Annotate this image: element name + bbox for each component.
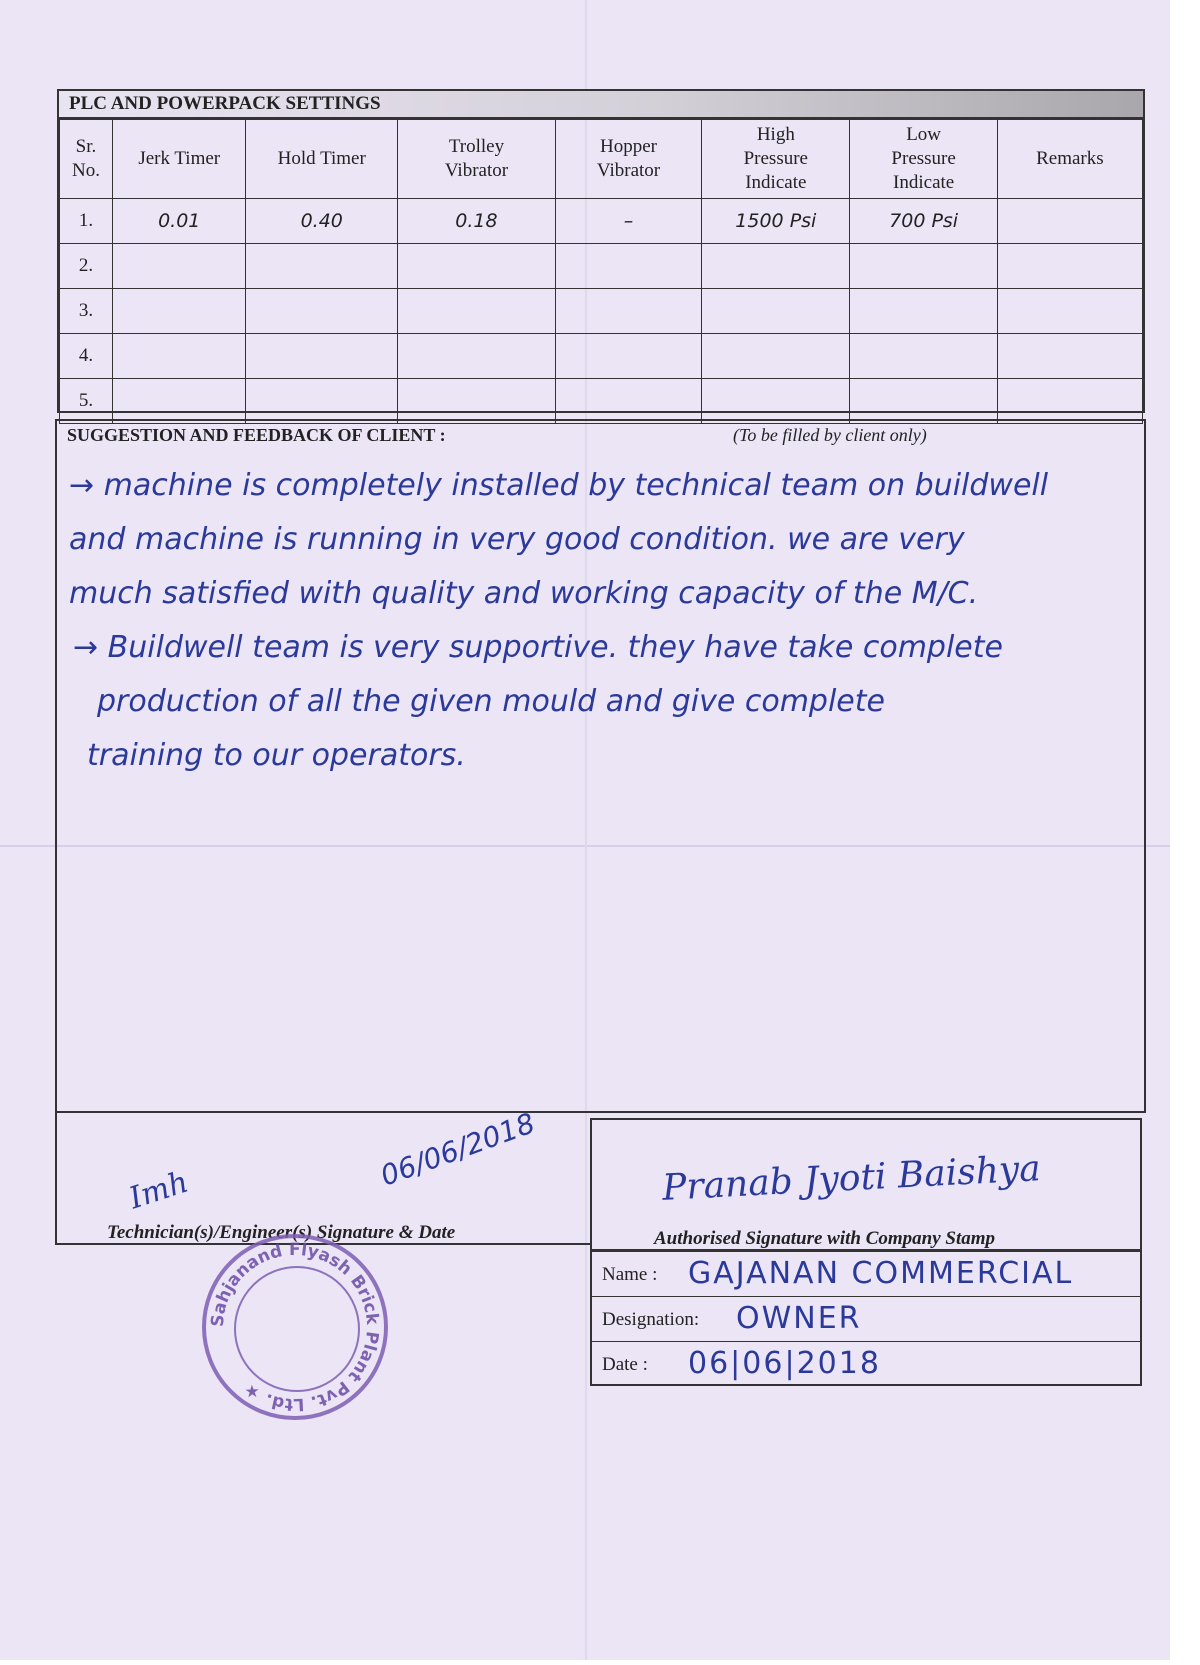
table-row [60, 379, 1143, 424]
cell-sr: 3. [60, 289, 113, 334]
authorised-signature-label: Authorised Signature with Company Stamp [654, 1228, 996, 1249]
cell-remarks [997, 334, 1142, 379]
stamp-text: Sahjanand Flyash Brick Plant Pvt. Ltd. ★ [207, 1239, 383, 1415]
feedback-line: much satisfied with quality and working capacity of the M/C. [69, 576, 979, 611]
cell-jerk-timer [112, 244, 246, 289]
cell-trolley-vibrator [398, 334, 556, 379]
cell-sr: 4. [60, 334, 113, 379]
cell-high-pressure: 1500 Psi [702, 199, 850, 244]
header-high-pressure: High Pressure Indicate [702, 120, 850, 199]
feedback-line: → Buildwell team is very supportive. they have take complete [73, 630, 1003, 665]
authorised-signature: Pranab Jyoti Baishya [661, 1148, 1042, 1209]
cell-hold-timer: 0.40 [246, 199, 398, 244]
technician-signature: Imh [125, 1164, 193, 1217]
date-row [592, 1341, 1140, 1386]
cell-low-pressure: 700 Psi [850, 199, 997, 244]
feedback-line: production of all the given mould and give complete [97, 684, 885, 719]
cell-remarks [997, 289, 1142, 334]
cell-low-pressure [850, 244, 997, 289]
cell-hopper-vibrator [555, 379, 701, 424]
header-sr-no: Sr. No. [60, 120, 113, 199]
cell-sr: 1. [60, 199, 113, 244]
feedback-section [55, 419, 1146, 1113]
table-row [60, 244, 1143, 289]
cell-low-pressure [850, 334, 997, 379]
name-value: GAJANAN COMMERCIAL [688, 1256, 1074, 1291]
header-remarks: Remarks [997, 120, 1142, 199]
table-header-row [60, 120, 1143, 199]
cell-trolley-vibrator: 0.18 [398, 199, 556, 244]
table-row [60, 334, 1143, 379]
header-low-pressure: Low Pressure Indicate [850, 120, 997, 199]
cell-hold-timer [246, 334, 398, 379]
cell-trolley-vibrator [398, 244, 556, 289]
plc-settings-title: PLC AND POWERPACK SETTINGS [59, 91, 1143, 119]
cell-high-pressure [702, 289, 850, 334]
date-label: Date : [602, 1354, 648, 1375]
company-stamp [202, 1234, 388, 1420]
table-row [60, 289, 1143, 334]
technician-date: 06/06/2018 [376, 1106, 540, 1193]
designation-value: OWNER [736, 1301, 862, 1336]
cell-trolley-vibrator [398, 289, 556, 334]
cell-hopper-vibrator [555, 334, 701, 379]
technician-signature-box [55, 1106, 591, 1245]
header-hold-timer: Hold Timer [246, 120, 398, 199]
cell-hold-timer [246, 244, 398, 289]
cell-jerk-timer [112, 289, 246, 334]
feedback-line: training to our operators. [87, 738, 466, 773]
stamp-seal-graphic [202, 1234, 388, 1420]
cell-high-pressure [702, 379, 850, 424]
plc-settings-section [57, 89, 1145, 413]
cell-remarks [997, 199, 1142, 244]
cell-trolley-vibrator [398, 379, 556, 424]
cell-low-pressure [850, 289, 997, 334]
date-value: 06|06|2018 [688, 1346, 881, 1381]
name-label: Name : [602, 1264, 658, 1285]
designation-row [592, 1296, 1140, 1341]
cell-jerk-timer: 0.01 [112, 199, 246, 244]
technician-signature-label: Technician(s)/Engineer(s) Signature & Date [107, 1222, 456, 1243]
cell-hopper-vibrator [555, 289, 701, 334]
cell-jerk-timer [112, 379, 246, 424]
cell-sr: 5. [60, 379, 113, 424]
client-details [590, 1251, 1142, 1386]
name-row [592, 1251, 1140, 1296]
cell-hold-timer [246, 289, 398, 334]
feedback-title: SUGGESTION AND FEEDBACK OF CLIENT : [67, 425, 446, 445]
header-jerk-timer: Jerk Timer [112, 120, 246, 199]
header-hopper-vibrator: Hopper Vibrator [555, 120, 701, 199]
cell-remarks [997, 244, 1142, 289]
feedback-note: (To be filled by client only) [733, 425, 927, 445]
cell-sr: 2. [60, 244, 113, 289]
cell-high-pressure [702, 334, 850, 379]
cell-hopper-vibrator: – [555, 199, 701, 244]
feedback-line: → machine is completely installed by technical team on buildwell [69, 468, 1049, 503]
cell-low-pressure [850, 379, 997, 424]
header-trolley-vibrator: Trolley Vibrator [398, 120, 556, 199]
table-row [60, 199, 1143, 244]
cell-high-pressure [702, 244, 850, 289]
cell-remarks [997, 379, 1142, 424]
feedback-handwritten-text [69, 459, 1129, 783]
cell-hopper-vibrator [555, 244, 701, 289]
cell-jerk-timer [112, 334, 246, 379]
authorised-signature-box [590, 1118, 1142, 1251]
designation-label: Designation: [602, 1309, 700, 1330]
feedback-line: and machine is running in very good condition. we are very [69, 522, 965, 557]
plc-settings-table [59, 119, 1143, 424]
cell-hold-timer [246, 379, 398, 424]
